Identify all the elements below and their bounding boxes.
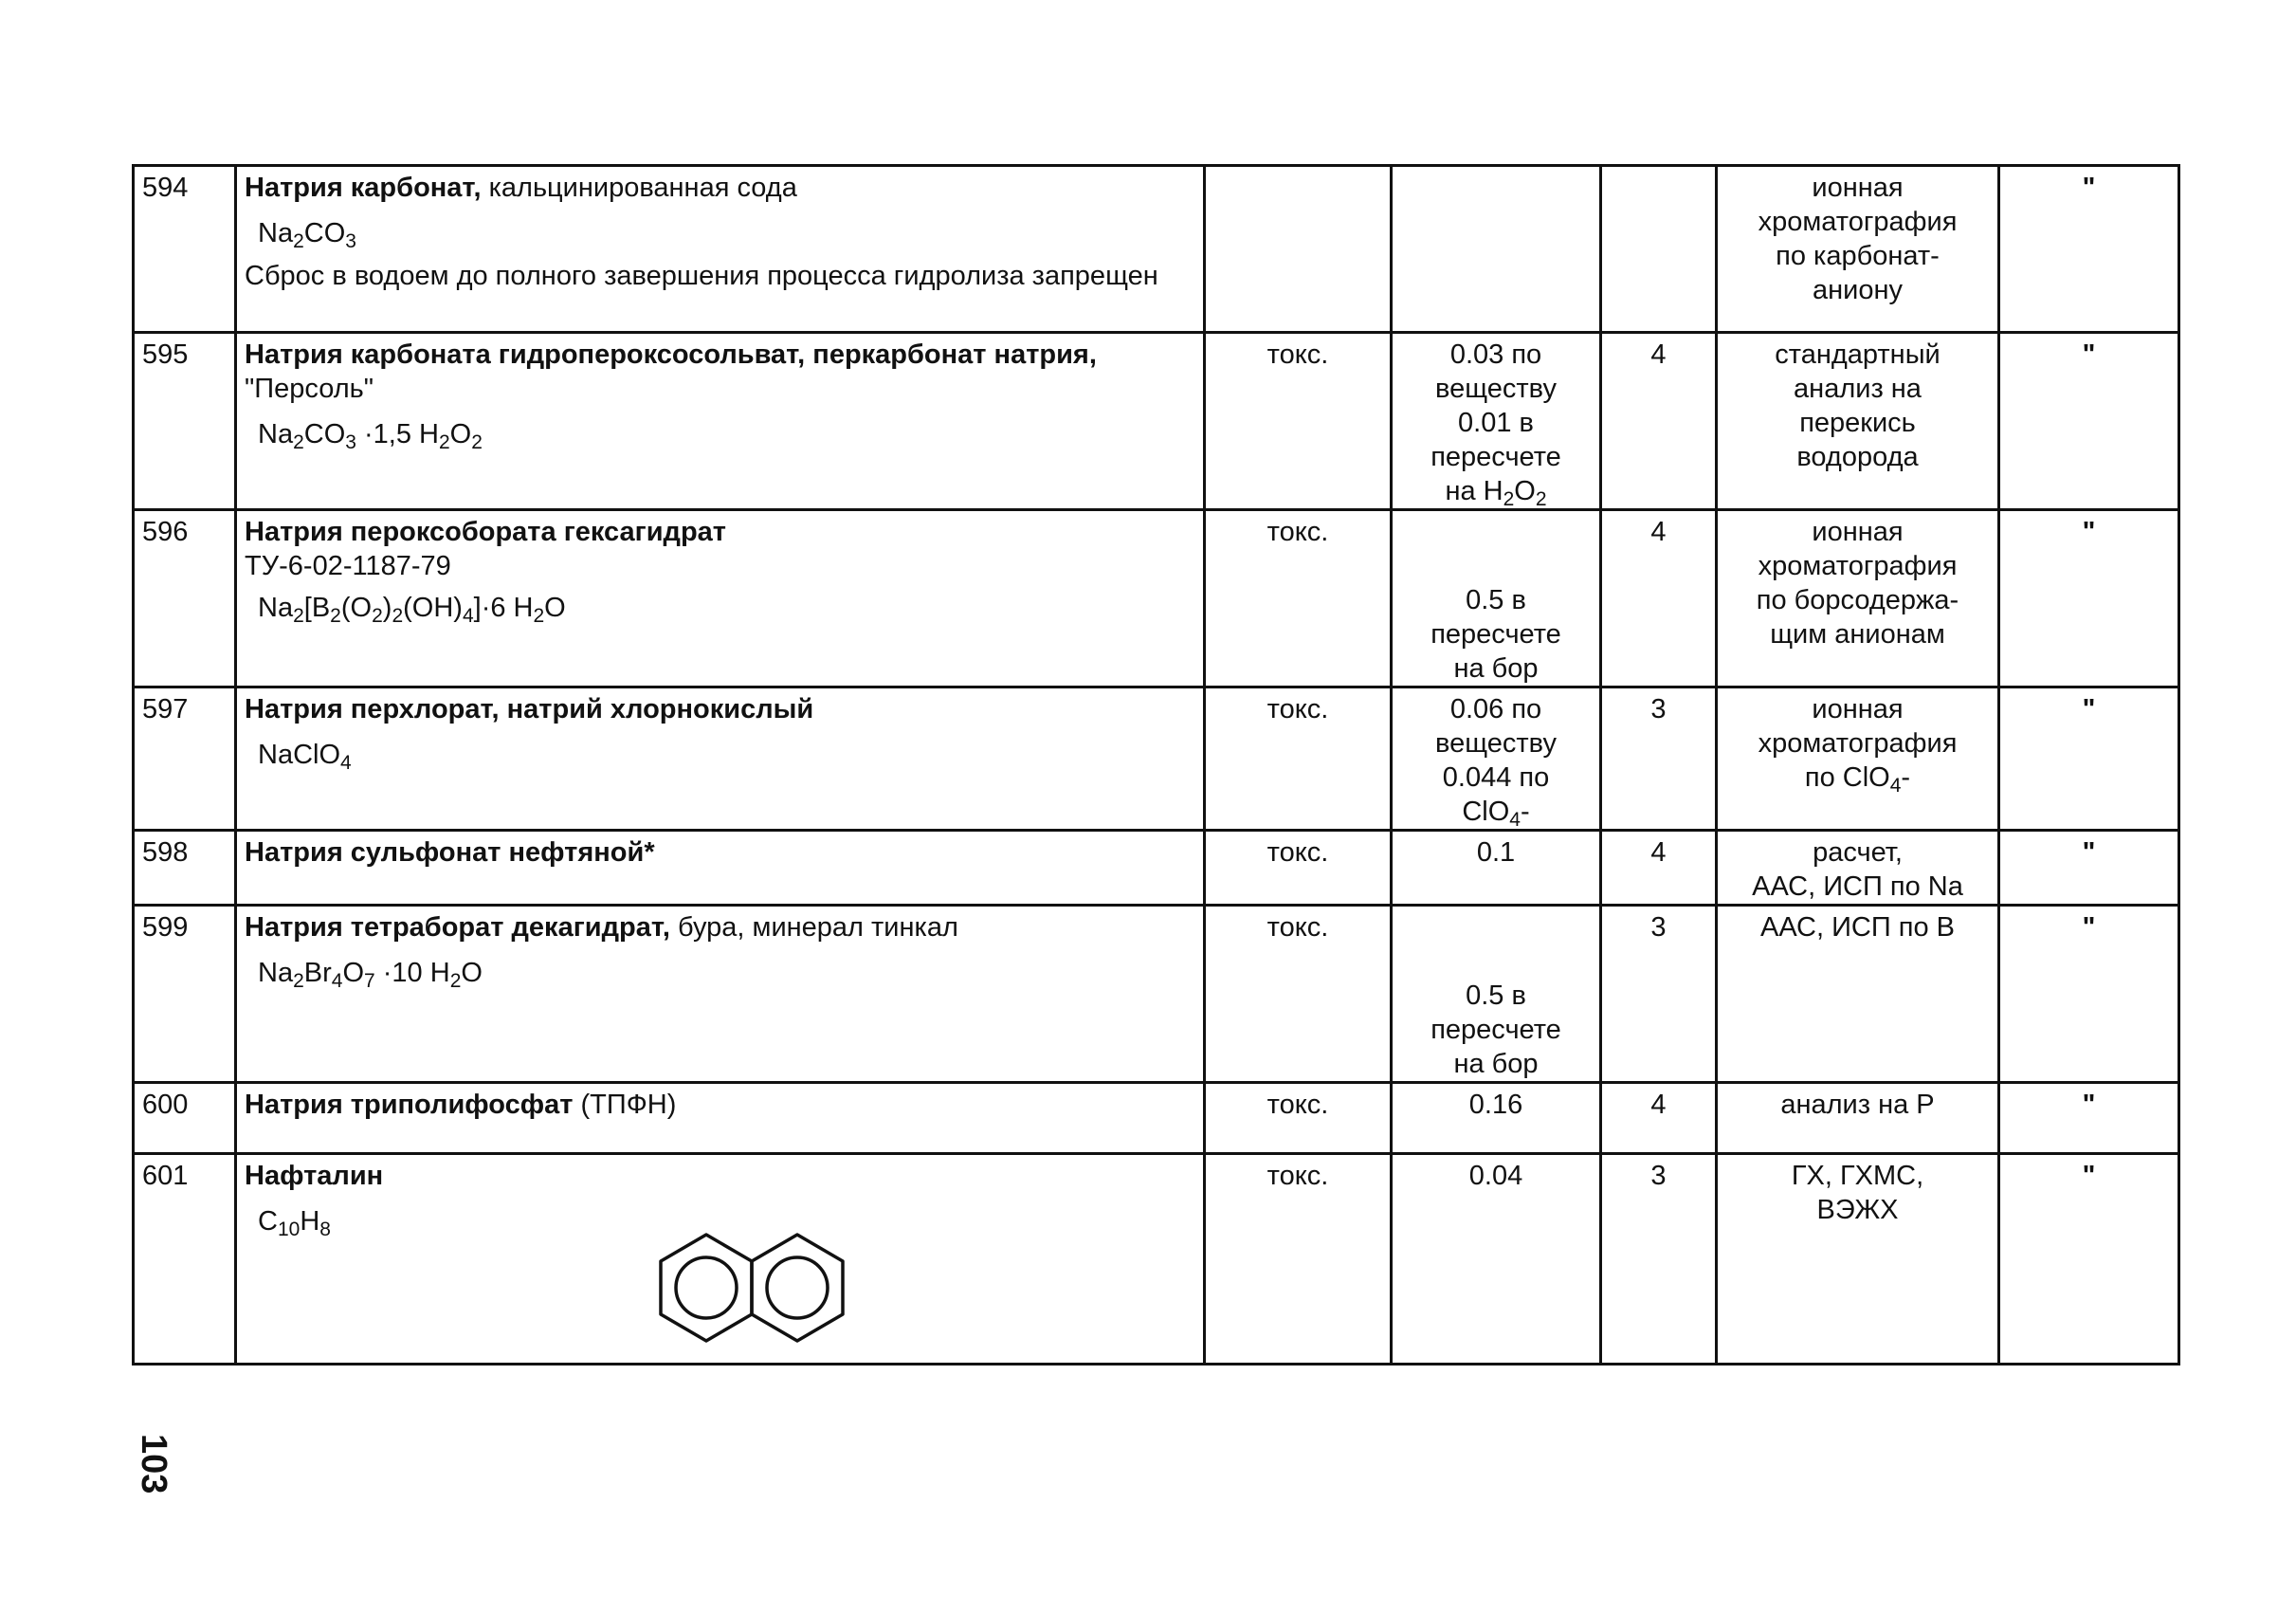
substance-name-bold: Натрия тетраборат декагидрат,: [245, 912, 670, 943]
hazard-class: 4: [1601, 510, 1717, 687]
row-number: 595: [134, 333, 236, 510]
ditto-mark: ": [1999, 510, 2179, 687]
substance-name: [236, 906, 1205, 1083]
ditto-mark: ": [1999, 166, 2179, 333]
mac-value: 0.06 по веществу 0.044 по ClO$_4$-: [1392, 687, 1601, 831]
ditto-mark: ": [1999, 1154, 2179, 1365]
hazard-class: 4: [1601, 1083, 1717, 1154]
mac-value: 0.03 по веществу 0.01 в пересчете на $H_2O_2$: [1392, 333, 1601, 510]
hazard-indicator: токс.: [1205, 906, 1392, 1083]
table-row: [134, 906, 2179, 1083]
substance-name-extra: (ТПФН): [573, 1090, 677, 1120]
ditto-mark: ": [1999, 687, 2179, 831]
mac-value: 0.5 в пересчете на бор: [1392, 510, 1601, 687]
substance-note: Сброс в водоем до полного завершения процесса гидролиза запрещен: [245, 261, 1158, 291]
table-row: [134, 831, 2179, 906]
row-number: 596: [134, 510, 236, 687]
substance-name: [236, 333, 1205, 510]
table-row: [134, 687, 2179, 831]
substance-name-bold: Нафталин: [245, 1161, 384, 1191]
analysis-method: стандартный анализ на перекись водорода: [1717, 333, 1999, 510]
row-number: 601: [134, 1154, 236, 1365]
hazard-class: 3: [1601, 1154, 1717, 1365]
substance-name-extra: "Персоль": [245, 374, 374, 404]
ditto-mark: ": [1999, 831, 2179, 906]
substance-name: [236, 510, 1205, 687]
chemical-formula: $Na_2CO_3 \cdot 1,5$ $H_2O_2$: [258, 419, 483, 453]
ditto-mark: ": [1999, 906, 2179, 1083]
substance-name-bold: Натрия карбоната гидропероксосольват, перкарбонат натрия,: [245, 339, 1097, 370]
chemical-formula: $Na_2CO_3$: [258, 218, 356, 252]
substance-name: [236, 1083, 1205, 1154]
analysis-method: ААС, ИСП по В: [1717, 906, 1999, 1083]
substance-name-bold: Натрия перхлорат, натрий хлорнокислый: [245, 694, 814, 724]
analysis-method: ионная хроматография по карбонат- аниону: [1717, 166, 1999, 333]
mac-value: [1392, 166, 1601, 333]
row-number: 598: [134, 831, 236, 906]
substance-name-extra: бура, минерал тинкал: [669, 912, 958, 943]
analysis-method: расчет, ААС, ИСП по Na: [1717, 831, 1999, 906]
substance-name-bold: Натрия карбонат,: [245, 173, 482, 203]
analysis-method: ионная хроматография по борсодержа- щим анионам: [1717, 510, 1999, 687]
hazard-indicator: [1205, 166, 1392, 333]
substance-name-bold: Натрия пероксобората гексагидрат: [245, 517, 727, 547]
row-number: 597: [134, 687, 236, 831]
substances-table: [132, 164, 2180, 1366]
mac-value: 0.1: [1392, 831, 1601, 906]
substance-spec: ТУ-6-02-1187-79: [245, 551, 451, 581]
hazard-class: 4: [1601, 333, 1717, 510]
table-row: [134, 166, 2179, 333]
ditto-mark: ": [1999, 333, 2179, 510]
hazard-indicator: токс.: [1205, 687, 1392, 831]
table-row: [134, 1083, 2179, 1154]
mac-value: 0.04: [1392, 1154, 1601, 1365]
substance-name: [236, 1154, 1205, 1365]
row-number: 594: [134, 166, 236, 333]
page-number: 103: [134, 1434, 173, 1494]
table-row: [134, 333, 2179, 510]
hazard-class: 3: [1601, 687, 1717, 831]
hazard-indicator: токс.: [1205, 333, 1392, 510]
row-number: 599: [134, 906, 236, 1083]
hazard-indicator: токс.: [1205, 510, 1392, 687]
mac-value: 0.5 в пересчете на бор: [1392, 906, 1601, 1083]
hazard-class: 3: [1601, 906, 1717, 1083]
substance-name: [236, 166, 1205, 333]
row-number: 600: [134, 1083, 236, 1154]
mac-value: 0.16: [1392, 1083, 1601, 1154]
hazard-class: 4: [1601, 831, 1717, 906]
substance-name: [236, 687, 1205, 831]
substance-name-bold: Натрия триполифосфат: [245, 1090, 574, 1120]
chemical-formula: $Na_2Br_4O_7 \cdot 10$ $H_2O$: [258, 958, 483, 992]
analysis-method: ионная хроматография по ClO$_4$-: [1717, 687, 1999, 831]
substance-name-bold: Натрия сульфонат нефтяной*: [245, 837, 655, 868]
ditto-mark: ": [1999, 1083, 2179, 1154]
chemical-formula: $C_{10}H_8$: [258, 1206, 331, 1240]
substance-name-extra: кальцинированная сода: [481, 173, 797, 203]
table-row: [134, 1154, 2179, 1365]
naphthalene-structure-icon: [654, 1227, 853, 1347]
hazard-indicator: токс.: [1205, 1083, 1392, 1154]
chemical-formula: NaClO$_4$: [258, 740, 352, 774]
hazard-indicator: токс.: [1205, 1154, 1392, 1365]
analysis-method: ГХ, ГХМС, ВЭЖХ: [1717, 1154, 1999, 1365]
table-row: [134, 510, 2179, 687]
hazard-class: [1601, 166, 1717, 333]
hazard-indicator: токс.: [1205, 831, 1392, 906]
analysis-method: анализ на Р: [1717, 1083, 1999, 1154]
substance-name: [236, 831, 1205, 906]
chemical-formula: $Na_2[B_2(O_2)_2(OH)_4]\cdot 6$ $H_2O$: [258, 593, 566, 627]
